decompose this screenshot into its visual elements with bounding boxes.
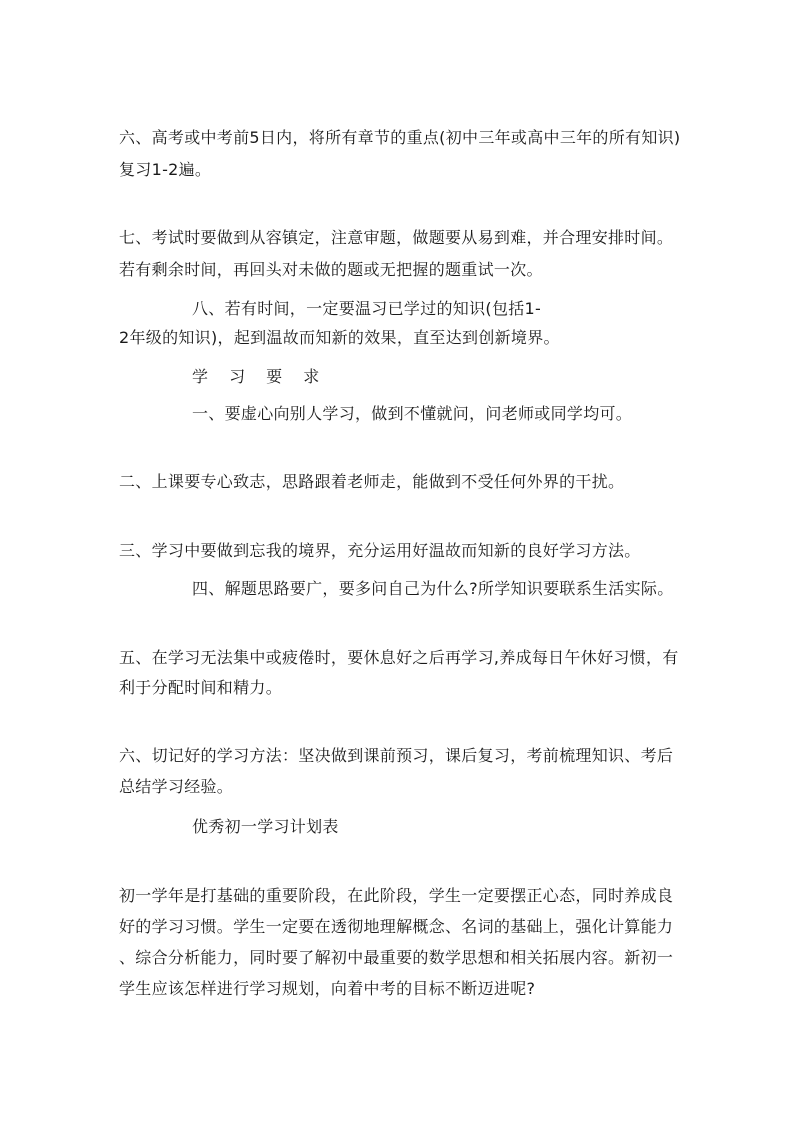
paragraph-line: 初一学年是打基础的重要阶段，在此阶段，学生一定要摆正心态，同时养成良 [119, 886, 674, 905]
paragraph-line: 、综合分析能力，同时要了解初中最重要的数学思想和相关拓展内容。新初一 [119, 948, 674, 967]
paragraph-line: 六、高考或中考前5日内，将所有章节的重点(初中三年或高中三年的所有知识) [119, 128, 681, 147]
paragraph-line: 八、若有时间，一定要温习已学过的知识(包括1- [192, 299, 542, 318]
paragraph-line: 利于分配时间和精力。 [119, 678, 283, 697]
paragraph-line: 七、考试时要做到从容镇定，注意审题，做题要从易到难，并合理安排时间。 [119, 228, 674, 247]
paragraph-line: 2年级的知识)，起到温故而知新的效果，直至达到创新境界。 [119, 328, 560, 347]
paragraph-line: 一、要虚心向别人学习，做到不懂就问，问老师或同学均可。 [192, 404, 633, 423]
paragraph-line: 五、在学习无法集中或疲倦时，要休息好之后再学习,养成每日午休好习惯，有 [119, 648, 679, 667]
paragraph-line: 二、上课要专心致志，思路跟着老师走，能做到不受任何外界的干扰。 [119, 472, 625, 491]
paragraph-line: 好的学习习惯。学生一定要在透彻地理解概念、名词的基础上，强化计算能力 [119, 917, 674, 936]
paragraph-line: 六、切记好的学习方法：坚决做到课前预习，课后复习，考前梳理知识、考后 [119, 746, 674, 765]
paragraph-line: 三、学习中要做到忘我的境界，充分运用好温故而知新的良好学习方法。 [119, 541, 641, 560]
paragraph-line: 学生应该怎样进行学习规划，向着中考的目标不断迈进呢? [119, 979, 536, 998]
paragraph-line: 四、解题思路要广，要多问自己为什么?所学知识要联系生活实际。 [192, 579, 674, 598]
section-heading: 学 习 要 求 [192, 367, 328, 386]
paragraph-line: 若有剩余时间，再回头对未做的题或无把握的题重试一次。 [119, 260, 543, 279]
paragraph-line: 总结学习经验。 [119, 777, 234, 796]
section-heading: 优秀初一学习计划表 [192, 817, 339, 836]
paragraph-line: 复习1-2遍。 [119, 160, 212, 179]
